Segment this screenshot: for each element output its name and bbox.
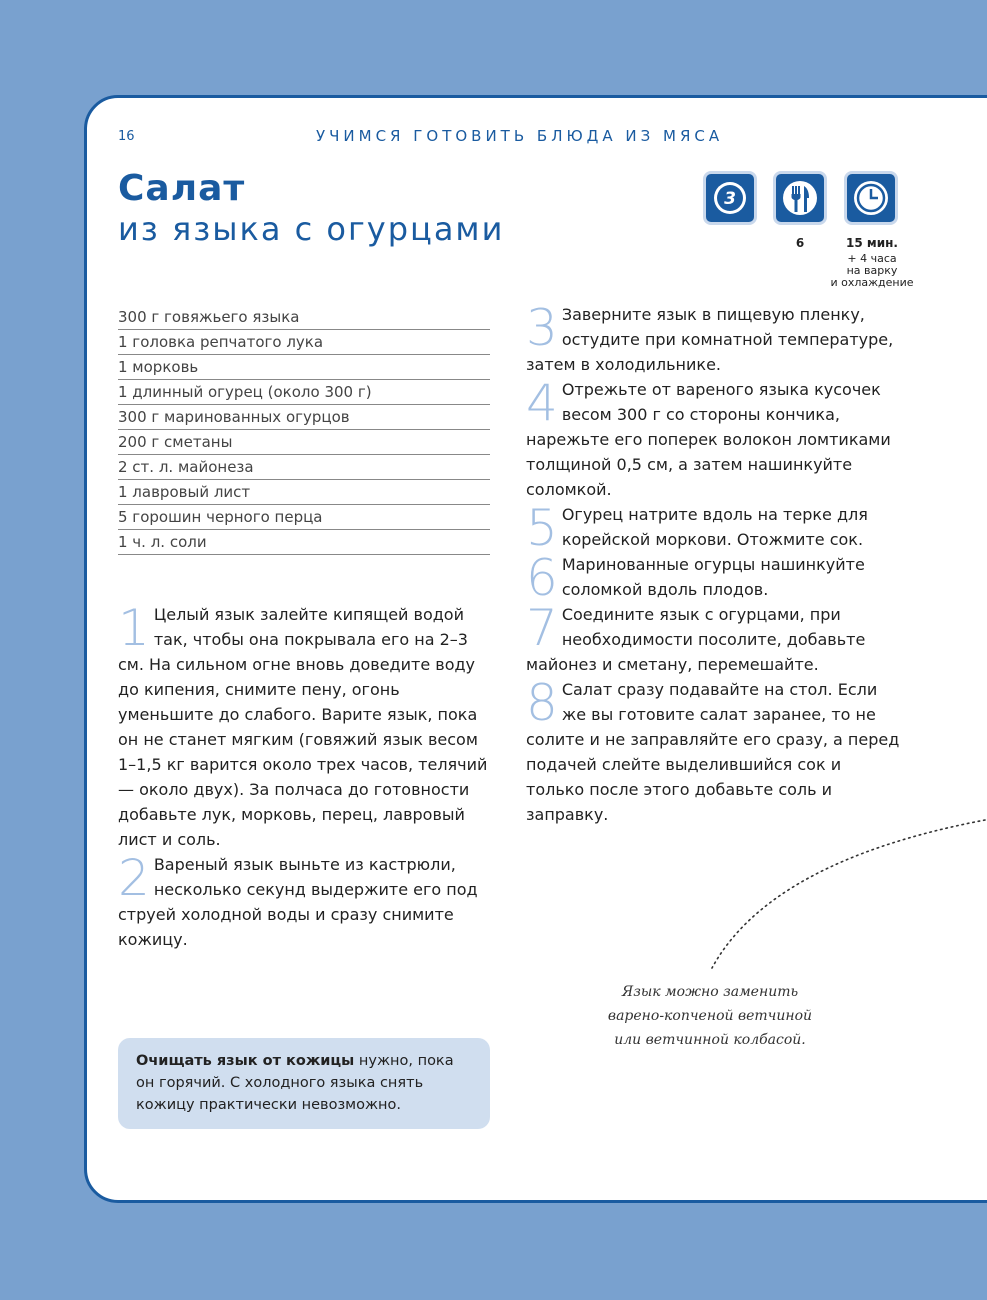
step-text: Маринованные огурцы нашинкуйте соломкой вдоль плодов. <box>561 555 865 599</box>
ingredient-item: 300 г маринованных огурцов <box>118 405 490 430</box>
step-text: Целый язык залейте кипящей водой так, чтобы она покрывала его на 2–3 см. На сильном огне вновь доведите воду до кипения, снимите пену, огонь уменьшите до слабого. Варите язык, пока он не станет мягким (говяжий язык весом 1–1,5 кг варится около трех часов, телячий — около двух). За полчаса до готовности добавьте лук, морковь, перец, лавровый лист и соль. <box>118 605 488 849</box>
step-number: 7 <box>526 599 558 657</box>
ingredient-item: 300 г говяжьего языка <box>118 305 490 330</box>
note-line-2: варено-копченой ветчиной <box>607 1008 813 1024</box>
time-extra-3: и охлаждение <box>830 276 914 289</box>
ingredient-item: 1 головка репчатого лука <box>118 330 490 355</box>
side-note <box>590 980 830 1052</box>
ingredient-item: 1 ч. л. соли <box>118 530 490 555</box>
time-extra-2: на варку <box>846 264 898 277</box>
page-number: 16 <box>118 129 135 144</box>
step-number: 1 <box>118 599 150 657</box>
note-line-1: Язык можно заменить <box>621 984 799 1000</box>
servings-value: 6 <box>795 236 805 250</box>
ingredient-item: 200 г сметаны <box>118 430 490 455</box>
time-extra-1: + 4 часа <box>847 252 897 265</box>
section-title: УЧИМСЯ ГОТОВИТЬ БЛЮДА ИЗ МЯСА <box>316 127 724 145</box>
recipe-subtitle: из языка с огурцами <box>118 210 505 248</box>
step-text: Заверните язык в пищевую пленку, остудите при комнатной температуре, затем в холодильнике. <box>526 305 894 374</box>
ingredient-item: 1 лавровый лист <box>118 480 490 505</box>
step-number: 4 <box>526 374 558 432</box>
step-text: Соедините язык с огурцами, при необходимости посолите, добавьте майонез и сметану, перемешайте. <box>526 605 866 674</box>
ingredient-item: 1 длинный огурец (около 300 г) <box>118 380 490 405</box>
step-number: 3 <box>526 299 558 357</box>
ingredient-item: 5 горошин черного перца <box>118 505 490 530</box>
tip-bold: Очищать язык от кожицы <box>136 1053 355 1069</box>
note-line-3: или ветчинной колбасой. <box>614 1032 806 1048</box>
step-text: Вареный язык выньте из кастрюли, несколько секунд выдержите его под струей холодной воды и сразу снимите кожицу. <box>118 855 478 949</box>
tip-text: нужно, пока он горячий. С холодного языка снять кожицу практически невозможно. <box>136 1053 454 1113</box>
ingredient-item: 1 морковь <box>118 355 490 380</box>
step-number: 2 <box>118 849 150 907</box>
step-number: 8 <box>526 674 558 732</box>
step-text: Салат сразу подавайте на стол. Если же вы готовите салат заранее, то не солите и не заправляйте его сразу, а перед подачей слейте выделившийся сок и только после этого добавьте соль и заправку. <box>526 680 900 824</box>
step-text: Отрежьте от вареного языка кусочек весом 300 г со стороны кончика, нарежьте его поперек волокон ломтиками толщиной 0,5 см, а затем нашинкуйте соломкой. <box>526 380 891 499</box>
recipe-title: Салат <box>118 168 246 209</box>
difficulty-value: 3 <box>724 189 736 209</box>
step-number: 6 <box>526 549 558 607</box>
ingredient-item: 2 ст. л. майонеза <box>118 455 490 480</box>
step-text: Огурец натрите вдоль на терке для корейской моркови. Отожмите сок. <box>561 505 868 549</box>
step-number: 5 <box>526 499 558 557</box>
time-value: 15 мин. <box>846 236 898 250</box>
